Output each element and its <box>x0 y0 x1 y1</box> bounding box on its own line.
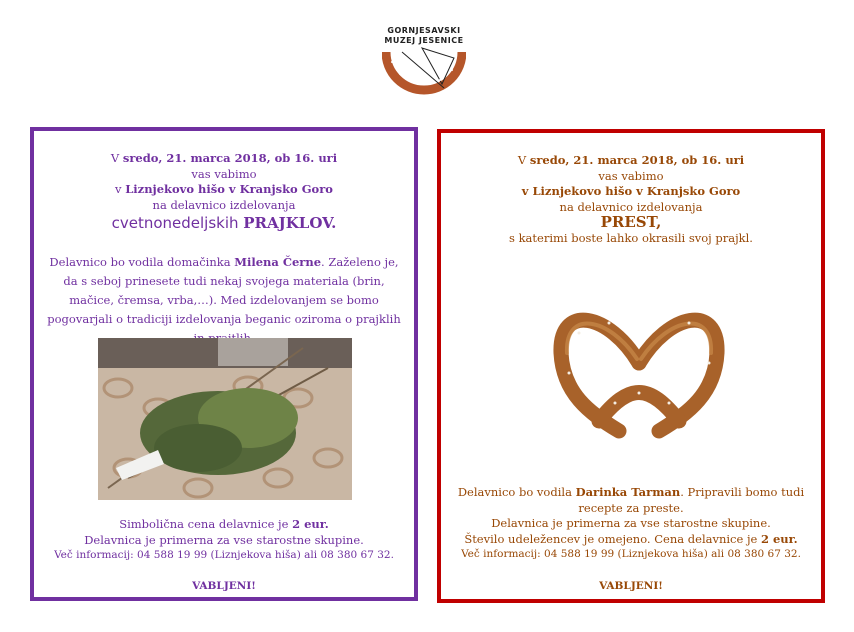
left-place: v Liznjekovo hišo v Kranjsko Goro <box>115 182 333 196</box>
right-description: Delavnico bo vodila Darinka Tarman. Pripravili bomo tudi recepte za preste. <box>457 485 805 515</box>
left-topic: cvetnonedeljskih PRAJKLOV. <box>111 214 337 232</box>
card-preste <box>437 129 825 603</box>
right-topic-sub: s katerimi boste lahko okrasili svoj prajkl. <box>509 230 753 245</box>
left-date: V sredo, 21. marca 2018, ob 16. uri <box>110 151 338 165</box>
left-description: Delavnico bo vodila domačinka Milena Černe. Zaželeno je, da s seboj prinesete tudi nekaj svojega materiala (brin, mačice, čremsa, vrba,…). Med izdelovanjem se bomo pogovarjali o tradiciji izdelovanja beganic oziroma o prajklih <box>47 255 401 326</box>
right-count: Število udeležencev je omejeno. Cena delavnice je 2 eur. <box>464 531 798 546</box>
logo-emblem-icon <box>382 46 466 100</box>
museum-logo <box>376 26 472 102</box>
logo-line-2: MUZEJ JESENICE <box>384 36 464 45</box>
right-welcome: VABLJENI! <box>599 580 663 592</box>
pretzel-icon <box>549 293 729 443</box>
left-welcome: VABLJENI! <box>192 580 256 592</box>
logo-line-1: GORNJESAVSKI <box>387 26 461 35</box>
left-invite: vas vabimo <box>191 166 257 181</box>
right-workshop: na delavnico izdelovanja <box>559 199 703 214</box>
right-invite: vas vabimo <box>598 168 664 183</box>
right-info: Več informacij: 04 588 19 99 (Liznjekova hiša) ali 08 380 67 32. <box>461 548 801 560</box>
card-prajkli <box>30 127 418 601</box>
left-info: Več informacij: 04 588 19 99 (Liznjekova hiša) ali 08 380 67 32. <box>54 549 394 561</box>
right-suitable: Delavnica je primerna za vse starostne skupine. <box>491 516 771 530</box>
right-topic: PREST, <box>600 213 662 231</box>
right-place: v Liznjekovo hišo v Kranjsko Goro <box>521 184 741 198</box>
left-price: Simbolična cena delavnice je 2 eur. <box>119 517 329 531</box>
left-suitable: Delavnica je primerna za vse starostne skupine. <box>84 532 364 547</box>
left-workshop: na delavnico izdelovanja <box>152 197 296 212</box>
right-date: V sredo, 21. marca 2018, ob 16. uri <box>517 153 745 167</box>
prajkel-photo <box>98 338 352 500</box>
